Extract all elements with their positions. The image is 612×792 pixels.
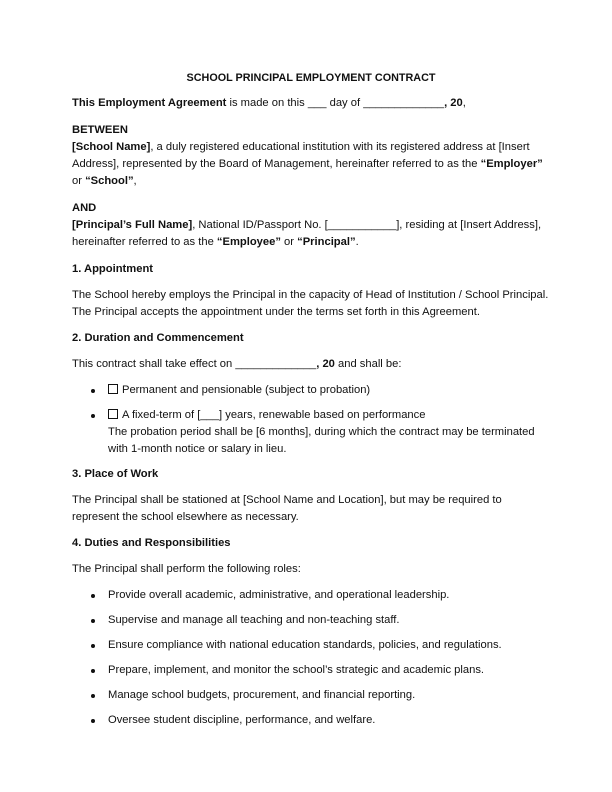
school-name-placeholder: [School Name] xyxy=(72,141,151,153)
intro-end: , xyxy=(462,97,466,109)
section-2-lead xyxy=(72,356,550,373)
bullet-icon xyxy=(91,414,95,418)
and-text: , National ID/Passport No. [___________], residing at [Insert Address], hereinafter referred to as the xyxy=(72,219,542,248)
and-label: AND xyxy=(72,202,97,214)
bullet-icon xyxy=(91,669,95,673)
duty-text: Manage school budgets, procurement, and financial reporting. xyxy=(108,689,416,701)
and-end: . xyxy=(355,236,359,248)
employee-term: “Employee” xyxy=(216,236,281,248)
duty-text: Provide overall academic, administrative, and operational leadership. xyxy=(108,589,450,601)
section-4-lead: The Principal shall perform the following roles: xyxy=(72,563,301,575)
section-2-lead-text: This contract shall take effect on _____________ xyxy=(72,358,317,370)
bullet-icon xyxy=(91,644,95,648)
section-2-tail: and shall be: xyxy=(334,358,402,370)
duties-list xyxy=(72,587,550,729)
duty-text: Prepare, implement, and monitor the school’s strategic and academic plans. xyxy=(108,664,485,676)
list-item xyxy=(72,662,550,679)
bullet-icon xyxy=(91,619,95,623)
duty-text: Supervise and manage all teaching and non-teaching staff. xyxy=(108,614,400,626)
and-paragraph xyxy=(72,217,550,251)
duty-text: Ensure compliance with national education standards, policies, and regulations. xyxy=(108,639,502,651)
section-4-heading: 4. Duties and Responsibilities xyxy=(72,537,231,549)
intro-lead: This Employment Agreement xyxy=(72,97,227,109)
duration-option-fixed-term xyxy=(72,407,550,458)
option-label: Permanent and pensionable (subject to probation) xyxy=(122,384,371,396)
section-1-text: The School hereby employs the Principal in the capacity of Head of Institution / School Principal. The Principal accepts the appointment under the terms set forth in this Agreement. xyxy=(72,289,549,318)
section-1-heading: 1. Appointment xyxy=(72,263,153,275)
intro-text: is made on this ___ day of _____________ xyxy=(226,97,445,109)
checkbox-empty-icon xyxy=(108,384,118,394)
and-or: or xyxy=(280,236,298,248)
document-body xyxy=(72,70,550,737)
between-text: , a duly registered educational institution with its registered address at [Insert Address], represented by the Board of Management, hereinafter referred to as the xyxy=(72,141,530,170)
section-3-heading: 3. Place of Work xyxy=(72,468,159,480)
section-3-text: The Principal shall be stationed at [School Name and Location], but may be required to represent the school elsewhere as necessary. xyxy=(72,494,502,523)
school-term: “School” xyxy=(85,175,134,187)
list-item xyxy=(72,712,550,729)
section-2-heading: 2. Duration and Commencement xyxy=(72,332,244,344)
probation-text: The probation period shall be [6 months], during which the contract may be terminated with 1-month notice or salary in lieu. xyxy=(108,426,535,455)
duration-option-permanent xyxy=(72,382,550,399)
section-2-year: , 20 xyxy=(316,358,335,370)
bullet-icon xyxy=(91,719,95,723)
duty-text: Oversee student discipline, performance, and welfare. xyxy=(108,714,376,726)
between-label: BETWEEN xyxy=(72,124,128,136)
bullet-icon xyxy=(91,389,95,393)
bullet-icon xyxy=(91,594,95,598)
between-paragraph xyxy=(72,139,550,190)
between-or: or xyxy=(72,175,86,187)
document-title: SCHOOL PRINCIPAL EMPLOYMENT CONTRACT xyxy=(186,72,436,84)
list-item xyxy=(72,637,550,654)
between-party xyxy=(72,122,550,190)
checkbox-empty-icon xyxy=(108,409,118,419)
list-item xyxy=(72,612,550,629)
employer-term: “Employer” xyxy=(480,158,543,170)
intro-paragraph xyxy=(72,95,550,112)
principal-term: “Principal” xyxy=(297,236,356,248)
and-party xyxy=(72,200,550,251)
between-end: , xyxy=(133,175,137,187)
intro-year: , 20 xyxy=(444,97,463,109)
duration-options xyxy=(72,382,550,458)
list-item xyxy=(72,687,550,704)
bullet-icon xyxy=(91,694,95,698)
list-item xyxy=(72,587,550,604)
principal-name-placeholder: [Principal’s Full Name] xyxy=(72,219,193,231)
option-label: A fixed-term of [___] years, renewable based on performance xyxy=(122,409,426,421)
